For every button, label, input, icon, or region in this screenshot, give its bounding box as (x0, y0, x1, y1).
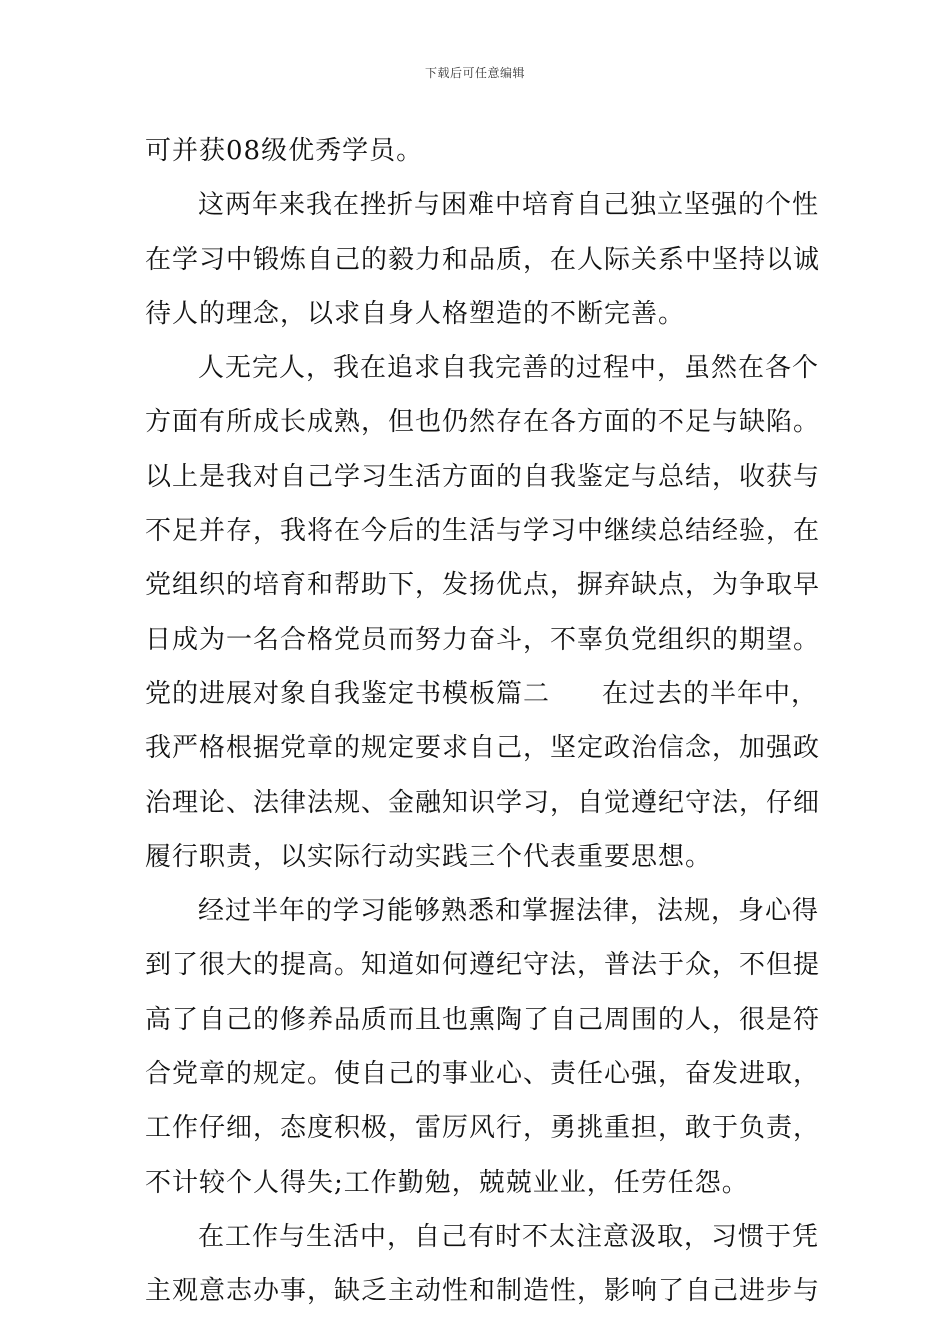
text-line: 合党章的规定。使自己的事业心、责任心强，奋发进取， (145, 1059, 821, 1090)
section-intro: 在过去的半年中， (602, 678, 819, 709)
text-line: 治理论、法律法规、金融知识学习，自觉遵纪守法，仔细 (145, 787, 821, 818)
text-line: 在工作与生活中，自己有时不太注意汲取，习惯于凭 (198, 1221, 820, 1252)
text-line: 经过半年的学习能够熟悉和掌握法律，法规，身心得 (198, 896, 820, 927)
text-line: 履行职责，以实际行动实践三个代表重要思想。 (145, 841, 713, 872)
section-title-line (145, 667, 819, 721)
document-body (145, 124, 821, 1319)
text-line: 这两年来我在挫折与困难中培育自己独立坚强的个性 (198, 190, 820, 221)
text-line: 不计较个人得失;工作勤勉，兢兢业业，任劳任怨。 (145, 1167, 749, 1198)
section-title: 党的进展对象自我鉴定书模板篇二 (145, 678, 551, 709)
text-line: 人无完人，我在追求自我完善的过程中，虽然在各个 (198, 353, 820, 384)
text-line: 以上是我对自己学习生活方面的自我鉴定与总结，收获与 (145, 461, 821, 492)
text-line: 在学习中锻炼自己的毅力和品质，在人际关系中坚持以诚 (145, 244, 821, 275)
page-header: 下载后可任意编辑 (424, 66, 525, 80)
text-line: 党组织的培育和帮助下，发扬优点，摒弃缺点，为争取早 (145, 570, 821, 601)
text-line: 日成为一名合格党员而努力奋斗，不辜负党组织的期望。 (145, 624, 821, 655)
text-line: 高了自己的修养品质而且也熏陶了自己周围的人，很是符 (145, 1004, 821, 1035)
text-line: 工作仔细，态度积极，雷厉风行，勇挑重担，敢于负责， (145, 1113, 821, 1144)
text-line: 方面有所成长成熟，但也仍然存在各方面的不足与缺陷。 (145, 407, 821, 438)
text-line: 不足并存，我将在今后的生活与学习中继续总结经验，在 (145, 516, 821, 547)
text-line: 待人的理念，以求自身人格塑造的不断完善。 (145, 298, 686, 329)
text-line: 主观意志办事，缺乏主动性和制造性，影响了自己进步与 (145, 1276, 821, 1307)
text-line: 我严格根据党章的规定要求自己，坚定政治信念，加强政 (145, 733, 821, 764)
text-line: 到了很大的提高。知道如何遵纪守法，普法于众，不但提 (145, 950, 821, 981)
text-line: 可并获08级优秀学员。 (145, 136, 424, 166)
